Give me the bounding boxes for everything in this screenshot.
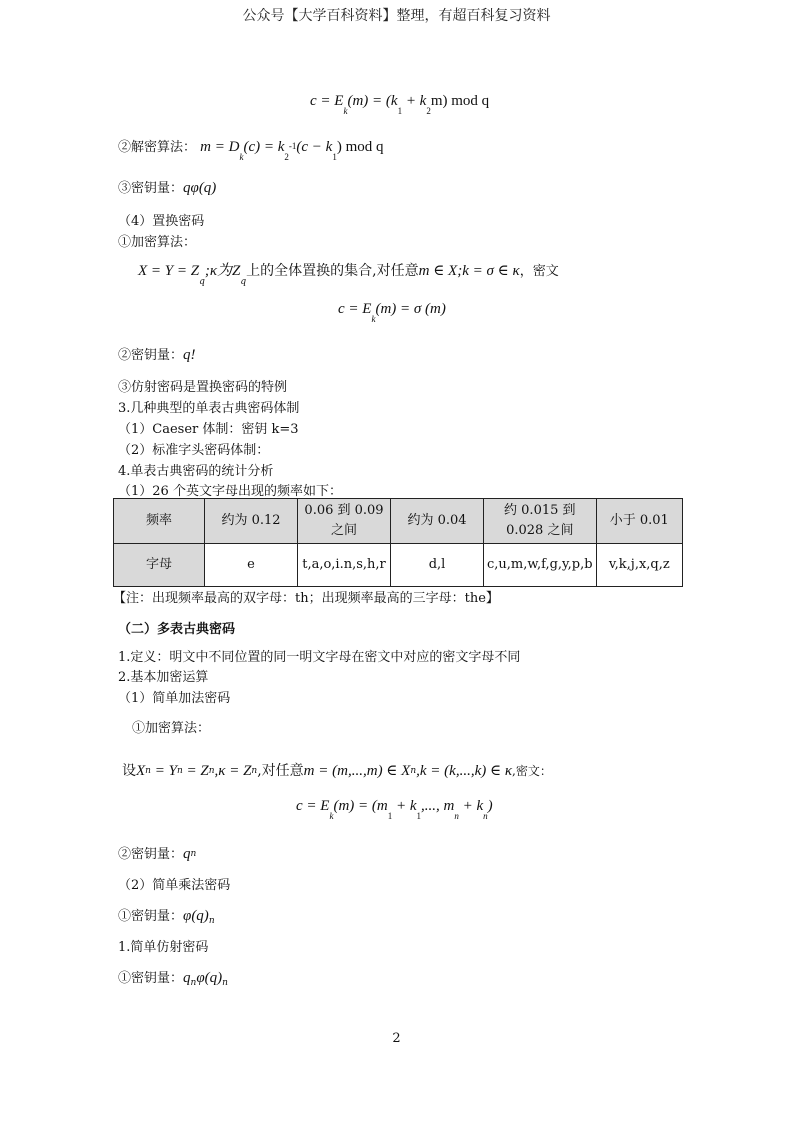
formula-part: = Y bbox=[150, 763, 177, 779]
key-label: ②密钥量： bbox=[118, 348, 184, 363]
formula-part: ) ∈ X bbox=[377, 763, 411, 779]
subscript: 1 bbox=[332, 152, 337, 162]
subscript: k bbox=[343, 106, 348, 116]
formula-part: (m) = σ (m) bbox=[375, 301, 446, 317]
formula-part: m) mod q bbox=[430, 93, 490, 109]
table-row bbox=[114, 544, 683, 587]
key-value: φ(q) bbox=[196, 970, 223, 986]
poly-ops-title: 2.基本加密运算 bbox=[118, 670, 209, 685]
formula-part: X = Y = Z bbox=[138, 263, 200, 279]
superscript: n bbox=[208, 916, 215, 926]
formula-part: m = (m bbox=[303, 763, 348, 779]
subscript: q bbox=[199, 277, 205, 287]
formula-part: ,...,k bbox=[455, 763, 482, 779]
key-label: ②密钥量： bbox=[118, 847, 184, 862]
key-label: ①密钥量： bbox=[118, 909, 184, 924]
perm-note: ③仿射密码是置换密码的特例 bbox=[118, 380, 288, 395]
table-cell: 约 0.015 到 0.028 之间 bbox=[484, 499, 597, 544]
superscript: n bbox=[251, 766, 258, 776]
table-cell: 小于 0.01 bbox=[596, 499, 682, 544]
setup-text: ,对任意 bbox=[257, 763, 304, 779]
formula-part: m = D bbox=[200, 139, 240, 155]
row-header-frequency: 频率 bbox=[114, 499, 205, 544]
definition-text: 上的全体置换的集合,对任意 bbox=[246, 263, 419, 279]
table-cell: v,k,j,x,q,z bbox=[596, 544, 682, 587]
subscript: n bbox=[454, 811, 459, 821]
superscript: n bbox=[190, 978, 197, 988]
table-cell: 约为 0.12 bbox=[205, 499, 298, 544]
subscript: n bbox=[483, 811, 488, 821]
formula-part: + k bbox=[402, 93, 427, 109]
setup-text: 设 bbox=[122, 763, 136, 779]
perm-formula bbox=[338, 301, 446, 324]
affine-key-space bbox=[118, 177, 216, 197]
row-header-letters: 字母 bbox=[114, 544, 205, 587]
formula-part: + k bbox=[458, 798, 484, 814]
key-label: ①密钥量： bbox=[118, 971, 184, 986]
poly-add-key bbox=[118, 843, 196, 863]
ciphertext-label: ，密文 bbox=[519, 264, 559, 279]
subscript: q bbox=[240, 277, 247, 287]
poly-setup bbox=[122, 760, 552, 780]
decryption-formula bbox=[200, 139, 384, 162]
key-value: qφ(q) bbox=[183, 180, 217, 196]
formula-part: ,κ = Z bbox=[214, 763, 252, 779]
key-value: q bbox=[183, 970, 191, 986]
table-cell: 约为 0.04 bbox=[391, 499, 484, 544]
poly-add-title: （1）简单加法密码 bbox=[118, 691, 231, 706]
perm-title: （4）置换密码 bbox=[118, 214, 205, 229]
subscript: 2 bbox=[284, 152, 289, 162]
formula-part: ,...,m bbox=[347, 763, 378, 779]
table-note: 【注：出现频率最高的双字母：th；出现频率最高的三字母：the】 bbox=[113, 591, 499, 606]
formula-part: ) mod q bbox=[336, 139, 384, 155]
poly-mul-title: （2）简单乘法密码 bbox=[118, 878, 231, 893]
formula-part: (m) = (m bbox=[333, 798, 388, 814]
table-cell: c,u,m,w,f,g,y,p,b bbox=[484, 544, 597, 587]
poly-enc-label: ①加密算法： bbox=[132, 721, 211, 736]
table-cell: 0.06 到 0.09 之间 bbox=[298, 499, 391, 544]
table-cell: t,a,o,i.n,s,h,r bbox=[298, 544, 391, 587]
key-value: φ(q) bbox=[183, 908, 209, 924]
formula-part: c = E bbox=[338, 301, 372, 317]
superscript: n bbox=[145, 766, 151, 776]
subscript: k bbox=[371, 314, 376, 324]
poly-definition: 1.定义：明文中不同位置的同一明文字母在密文中对应的密文字母不同 bbox=[118, 650, 521, 665]
section3-item2: （2）标准字头密码体制： bbox=[118, 443, 270, 458]
page-header: 公众号【大学百科资料】整理，有超百科复习资料 bbox=[242, 8, 551, 24]
poly-mul-key bbox=[118, 905, 215, 925]
page-number: 2 bbox=[392, 1031, 401, 1046]
formula-part: c = E bbox=[296, 798, 330, 814]
table-cell: e bbox=[205, 544, 298, 587]
section3-item1: （1）Caeser 体制：密钥 k=3 bbox=[118, 422, 299, 437]
superscript: n bbox=[410, 766, 417, 776]
formula-part: c = E bbox=[310, 93, 344, 109]
affine-encryption-formula bbox=[310, 93, 490, 116]
subscript: 2 bbox=[426, 106, 431, 116]
table-row bbox=[114, 499, 683, 544]
poly-formula: $c = E_k(m) = (m_1 + k_1$,..., $m_n + k_n$) bbox=[296, 798, 493, 821]
perm-enc-label: ①加密算法： bbox=[118, 235, 197, 250]
decryption-label: ②解密算法： bbox=[118, 140, 197, 155]
key-label: ③密钥量： bbox=[118, 181, 184, 196]
subscript: k bbox=[239, 152, 244, 162]
poly-affine-title: 1.简单仿射密码 bbox=[118, 940, 209, 955]
ciphertext-label: ,密文： bbox=[512, 764, 552, 778]
section4-item1: （1）26 个英文字母出现的频率如下： bbox=[118, 484, 342, 499]
key-value: q bbox=[183, 846, 191, 862]
formula-part: (c) = k bbox=[243, 139, 285, 155]
superscript: n bbox=[208, 766, 215, 776]
formula-part: ,..., m bbox=[421, 798, 455, 814]
table-cell: d,l bbox=[391, 544, 484, 587]
formula-part: m ∈ X;k = σ ∈ κ bbox=[418, 263, 520, 279]
formula-part: X bbox=[136, 763, 146, 779]
section3-title: 3.几种典型的单表古典密码体制 bbox=[118, 401, 300, 416]
formula-part: = Z bbox=[182, 763, 209, 779]
formula-part: ) ∈ κ bbox=[481, 763, 513, 779]
formula-part: (m) = (k bbox=[347, 93, 398, 109]
formula-part: ;κ为Z bbox=[204, 263, 241, 279]
superscript: n bbox=[222, 978, 228, 988]
poly-section-title: （二）多表古典密码 bbox=[118, 622, 236, 637]
affine-decryption-line bbox=[118, 136, 384, 162]
formula-part: + k bbox=[392, 798, 417, 814]
superscript: n bbox=[176, 766, 183, 776]
perm-definition bbox=[138, 259, 559, 287]
superscript: n bbox=[190, 849, 197, 859]
key-value: q! bbox=[183, 347, 196, 363]
formula-part: (c − k bbox=[296, 139, 333, 155]
letter-frequency-table bbox=[113, 498, 683, 587]
superscript: -1 bbox=[288, 141, 297, 151]
subscript: 1 bbox=[397, 106, 403, 116]
section4-title: 4.单表古典密码的统计分析 bbox=[118, 464, 274, 479]
perm-key-space bbox=[118, 344, 196, 364]
formula-part: ) bbox=[487, 798, 493, 814]
formula-part: ,k = (k bbox=[416, 763, 456, 779]
poly-affine-key bbox=[118, 967, 228, 987]
